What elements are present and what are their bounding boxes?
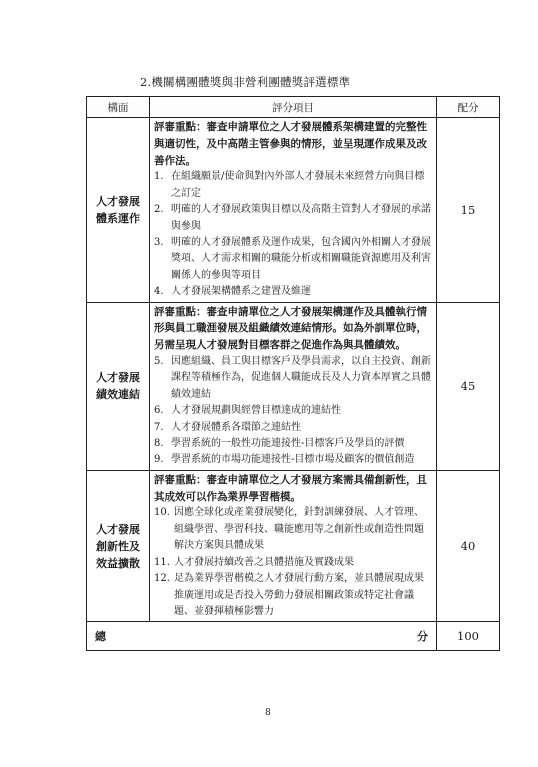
total-score: 100 xyxy=(437,622,500,651)
item-number: 5. xyxy=(154,356,164,368)
item-text: 人才發展規劃與經營目標達成的連結性 xyxy=(171,405,341,417)
criteria-item xyxy=(154,284,432,300)
item-text: 明確的人才發展政策與目標以及高階主管對人才發展的承諾與參與 xyxy=(171,204,431,232)
criteria-item xyxy=(154,403,432,419)
criteria-item xyxy=(154,505,432,554)
criteria-item xyxy=(154,436,432,452)
item-number: 8. xyxy=(154,438,164,450)
item-number: 3. xyxy=(154,237,164,249)
page-number: 8 xyxy=(265,708,271,718)
item-number: 6. xyxy=(154,405,164,417)
score-cell: 45 xyxy=(437,302,500,470)
item-number: 7. xyxy=(154,421,164,433)
total-label-cell xyxy=(87,622,437,651)
criteria-item xyxy=(154,555,432,571)
item-number: 12. xyxy=(154,573,170,585)
review-focus: 評審重點：審查申請單位之人才發展架構運作及具體執行情形與員工職涯發展及組織績效連結情形。如為外訓單位時，另需呈現人才發展對目標客群之促進作為與具體績效。 xyxy=(154,305,427,352)
criteria-item xyxy=(154,571,432,620)
dimension-cell xyxy=(87,118,150,303)
criteria-list xyxy=(154,354,432,469)
criteria-item xyxy=(154,420,432,436)
item-text: 學習系統的一般性功能連接性-目標客戶及學員的評價 xyxy=(171,438,405,450)
dimension-cell xyxy=(87,470,150,621)
dimension-label-line: 體系運作 xyxy=(96,211,140,225)
review-focus: 評審重點：審查申請單位之人才發展體系架構建置的完整性與適切性，及中高階主管參與的情形，並呈現運作成果及改善作法。 xyxy=(154,121,427,167)
criteria-item xyxy=(154,235,432,284)
criteria-row xyxy=(87,470,500,621)
header-dimension: 構面 xyxy=(87,97,150,118)
header-criteria: 評分項目 xyxy=(150,97,437,118)
total-row xyxy=(87,622,500,651)
item-text: 在組織願景/使命與對內外部人才發展未來經營方向與目標之訂定 xyxy=(171,171,425,199)
criteria-item xyxy=(154,452,432,468)
item-number: 2. xyxy=(154,204,164,216)
item-text: 學習系統的市場功能連接性-目標市場及顧客的價值創造 xyxy=(171,454,415,466)
section-title: 2.機關構團體獎與非營利團體獎評選標準 xyxy=(140,75,351,89)
item-text: 因應全球化或產業發展變化，針對訓練發展、人才管理、組織學習、學習科技、職能應用等之創新性或創造性問題解決方案與具體成果 xyxy=(174,507,424,552)
item-text: 人才發展體系各環節之連結性 xyxy=(171,421,301,433)
criteria-list xyxy=(154,169,432,300)
dimension-label-line: 創新性及 xyxy=(96,539,140,553)
criteria-cell xyxy=(150,302,437,470)
item-number: 11. xyxy=(154,556,170,568)
item-text: 明確的人才發展體系及運作成果，包含國內外相關人才發展獎項、人才需求相關的職能分析或相關職能資源應用及利害關係人的參與等項目 xyxy=(171,237,431,281)
dimension-label-line: 人才發展 xyxy=(96,194,140,208)
criteria-item xyxy=(154,202,432,235)
dimension-label-line: 人才發展 xyxy=(96,371,140,385)
score-cell: 40 xyxy=(437,470,500,621)
item-text: 人才發展持續改善之具體措施及實踐成果 xyxy=(174,556,354,568)
item-number: 9. xyxy=(154,454,164,466)
dimension-cell xyxy=(87,302,150,470)
total-label-left: 總 xyxy=(95,630,106,644)
item-number: 4. xyxy=(154,286,164,298)
criteria-row xyxy=(87,118,500,303)
criteria-item xyxy=(154,169,432,202)
item-text: 因應組織、員工與目標客戶及學員需求，以自主投資、創新課程等積極作為，促進個人職能成長及人力資本厚實之具體績效連結 xyxy=(171,356,431,400)
item-text: 足為業界學習楷模之人才發展行動方案，並具體展現成果推廣運用或是否投入勞動力發展相關政策或特定社會議題、並發揮積極影響力 xyxy=(174,573,424,617)
criteria-cell xyxy=(150,470,437,621)
criteria-row xyxy=(87,302,500,470)
total-label-right: 分 xyxy=(417,630,428,644)
header-score: 配分 xyxy=(437,97,500,118)
dimension-label-line: 效益擴散 xyxy=(96,556,140,570)
table-header-row xyxy=(87,97,500,118)
item-number: 10. xyxy=(154,507,170,519)
score-cell: 15 xyxy=(437,118,500,303)
criteria-table xyxy=(86,96,500,651)
dimension-label-line: 人才發展 xyxy=(96,522,140,536)
review-focus: 評審重點：審查申請單位之人才發展方案需具備創新性，且其成效可以作為業界學習楷模。 xyxy=(154,473,427,503)
item-number: 1. xyxy=(154,171,164,183)
criteria-item xyxy=(154,354,432,403)
criteria-cell xyxy=(150,118,437,303)
dimension-label-line: 績效連結 xyxy=(96,388,140,402)
item-text: 人才發展架構體系之建置及維運 xyxy=(171,286,311,298)
criteria-list xyxy=(154,505,432,620)
